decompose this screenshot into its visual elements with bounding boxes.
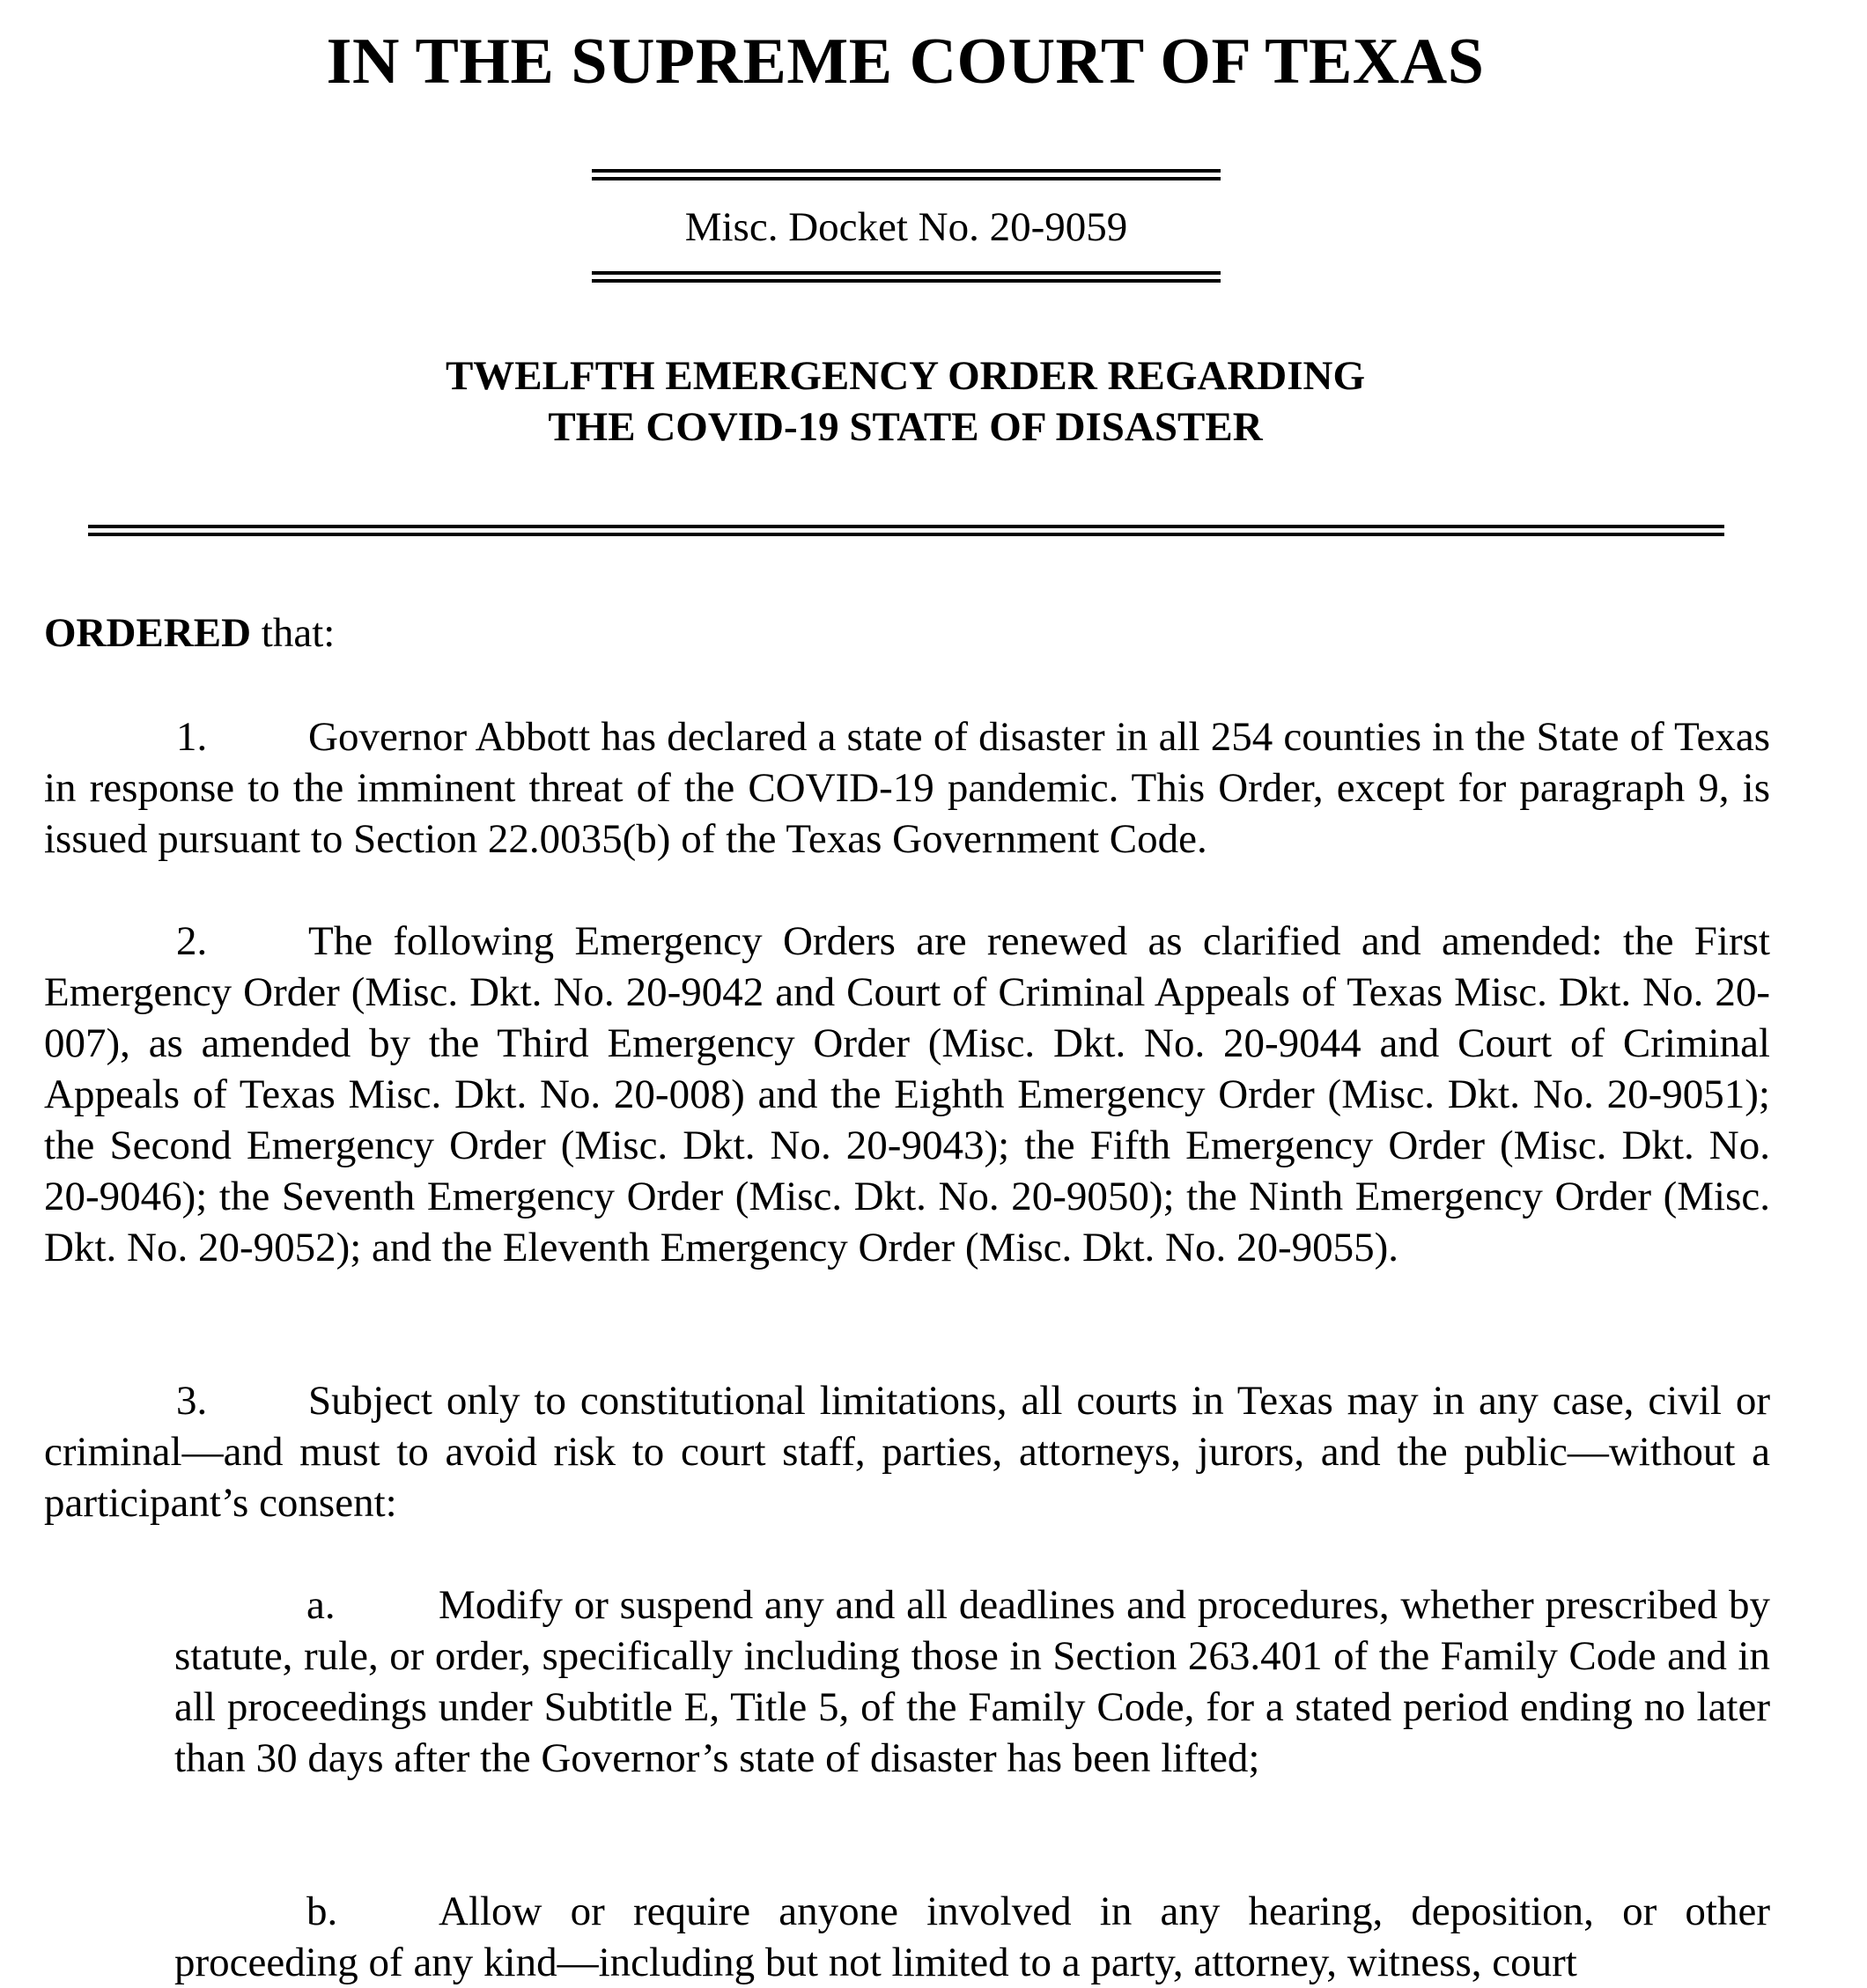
paragraph-1 — [44, 711, 1770, 865]
ordered-rest: that: — [251, 610, 336, 656]
ordered-clause — [44, 607, 1770, 659]
court-title: IN THE SUPREME COURT OF TEXAS — [326, 26, 1485, 98]
paragraph-text: Subject only to constitutional limitations, all courts in Texas may in any case, civil or criminal—and must to avoid risk to court staff, parties, attorneys, jurors, and the public—without a participant’s consent: — [44, 1378, 1770, 1526]
subparagraph-letter: a. — [306, 1582, 336, 1628]
paragraph-number: 1. — [176, 714, 208, 760]
paragraph-text: The following Emergency Orders are renewed as clarified and amended: the First Emergency Order (Misc. Dkt. No. 20-9042 and Court of Criminal Appeals of Texas Misc. Dkt. No. 20-007), as amended by the Third Emergency Order (Misc. Dkt. No. 20-9044 and Court of Criminal Appeals of Texas Misc. Dkt. No. 20-008) and the Eighth Emergency Order (Misc. Dkt. No. 20-9051); the Second Emergency Order (Misc. Dkt. No. 20-9043); the Fifth Emergency Order (Misc. Dkt. No. 20-9046); the Seventh Emergency Order (Misc. Dkt. No. 20-9050); the Ninth Emergency Order (Misc. Dkt. No. 20-9052); and the Eleventh Emergency Order (Misc. Dkt. No. 20-9055). — [44, 918, 1770, 1270]
order-title-line-2: THE COVID-19 STATE OF DISASTER — [548, 404, 1263, 450]
paragraph-3 — [44, 1375, 1770, 1528]
order-title — [0, 350, 1811, 453]
paragraph-2 — [44, 916, 1770, 1273]
subparagraph-a — [174, 1579, 1770, 1784]
subparagraph-letter: b. — [306, 1889, 338, 1934]
ordered-label: ORDERED — [44, 610, 252, 656]
paragraph-number: 3. — [176, 1378, 208, 1424]
docket-rule-bottom — [592, 271, 1221, 283]
subparagraph-text: Modify or suspend any and all deadlines and procedures, whether prescribed by statute, rule, or order, specifically including those in Section 263.401 of the Family Code and in all proceedings under Subtitle E, Title 5, of the Family Code, for a stated period ending no later than 30 days after the Governor’s state of disaster has been lifted; — [174, 1582, 1770, 1781]
subparagraph-b — [174, 1886, 1770, 1988]
docket-number: Misc. Docket No. 20-9059 — [684, 204, 1128, 250]
paragraph-text: Governor Abbott has declared a state of disaster in all 254 counties in the State of Texas in response to the imminent threat of the COVID-19 pandemic. This Order, except for paragraph 9, is issued pursuant to Section 22.0035(b) of the Texas Government Code. — [44, 714, 1770, 862]
subparagraph-text: Allow or require anyone involved in any hearing, deposition, or other proceeding of any kind—including but not limited to a party, attorney, witness, court — [174, 1889, 1770, 1985]
section-divider — [88, 525, 1724, 536]
docket-rule-top — [592, 169, 1221, 180]
paragraph-number: 2. — [176, 918, 208, 964]
order-title-line-1: TWELFTH EMERGENCY ORDER REGARDING — [445, 353, 1366, 399]
